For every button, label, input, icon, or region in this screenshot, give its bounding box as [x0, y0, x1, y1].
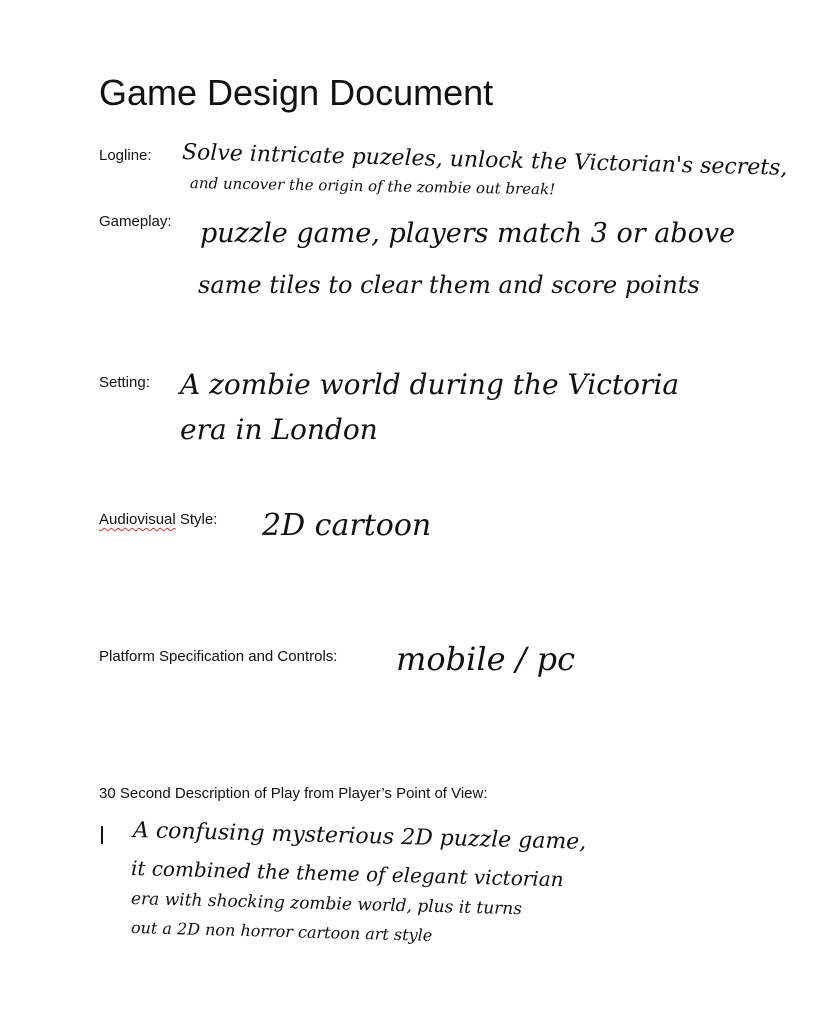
audiovisual-style-value: 2D cartoon	[262, 508, 432, 543]
platform-label: Platform Specification and Controls:	[99, 648, 338, 665]
setting-label: Setting:	[99, 374, 150, 391]
logline-label: Logline:	[99, 147, 152, 164]
gameplay-text-line-2: same tiles to clear them and score points	[198, 271, 700, 299]
setting-text-line-2: era in London	[180, 413, 378, 446]
description-label: 30 Second Description of Play from Player’s Point of View:	[99, 785, 488, 802]
description-text-line-2: it combined the theme of elegant victorian	[130, 856, 564, 892]
logline-text-line-2: and uncover the origin of the zombie out break!	[189, 174, 556, 199]
logline-text-line-1: Solve intricate puzeles, unlock the Victorian's secrets,	[181, 140, 788, 181]
text-cursor	[101, 826, 103, 844]
document-title: Game Design Document	[99, 72, 494, 113]
description-text-line-4: out a 2D non horror cartoon art style	[130, 918, 433, 945]
audiovisual-style-label	[99, 511, 217, 528]
setting-text-line-1: A zombie world during the Victoria	[180, 368, 680, 401]
audiovisual-style-label-rest: Style:	[175, 511, 218, 528]
platform-value: mobile / pc	[396, 640, 576, 678]
description-text-line-3: era with shocking zombie world, plus it turns	[130, 889, 523, 920]
gameplay-text-line-1: puzzle game, players match 3 or above	[200, 218, 736, 249]
description-text-line-1: A confusing mysterious 2D puzzle game,	[132, 818, 587, 855]
spellcheck-underlined-word: Audiovisual	[99, 511, 176, 528]
gameplay-label: Gameplay:	[99, 213, 172, 230]
